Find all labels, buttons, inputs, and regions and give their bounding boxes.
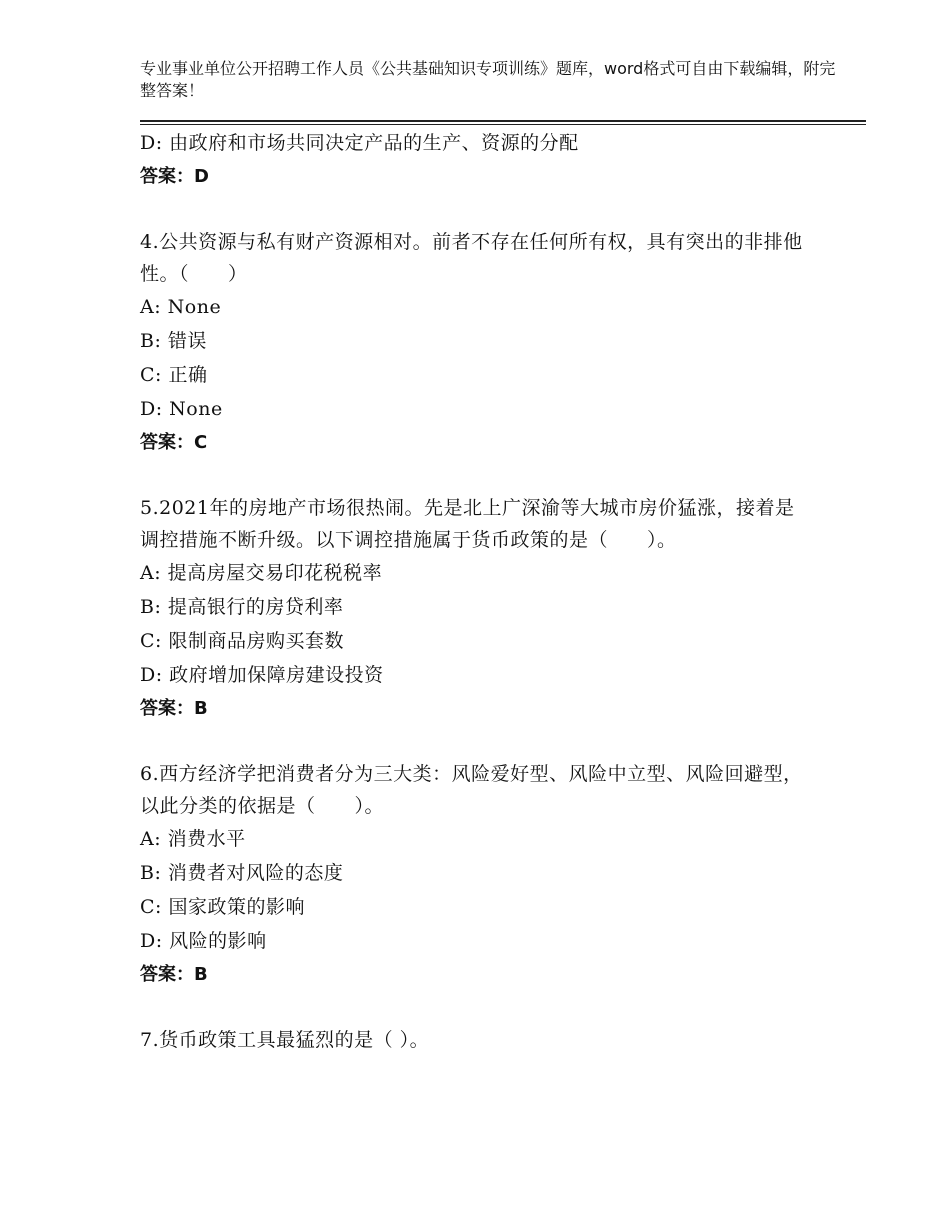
option-a: A: 消费水平 (140, 828, 246, 850)
option-d: D: None (140, 398, 223, 420)
question-text: 6.西方经济学把消费者分为三大类：风险爱好型、风险中立型、风险回避型，以此分类的依据是（ ）。 (140, 763, 803, 817)
option-c: C: 国家政策的影响 (140, 896, 305, 918)
answer-line: 答案：C (140, 432, 208, 453)
question-text: 5.2021年的房地产市场很热闹。先是北上广深渝等大城市房价猛涨，接着是调控措施不断升级。以下调控措施属于货币政策的是（ ）。 (140, 497, 795, 551)
option-d: D: 风险的影响 (140, 930, 267, 952)
option-c: C: 正确 (140, 364, 208, 386)
header-rule-thick (140, 120, 866, 122)
option-b: B: 错误 (140, 330, 207, 352)
question-text: 4.公共资源与私有财产资源相对。前者不存在任何所有权，具有突出的非排他性。（ ） (140, 231, 803, 285)
option-a: A: None (140, 296, 222, 318)
header-rule-thin (140, 124, 866, 125)
question-text: 7.货币政策工具最猛烈的是（ ）。 (140, 1029, 430, 1051)
option-a: A: 提高房屋交易印花税税率 (140, 562, 383, 584)
option-b: B: 提高银行的房贷利率 (140, 596, 344, 618)
answer-line: 答案：B (140, 698, 208, 719)
answer-line: 答案：D (140, 166, 209, 187)
option-d: D: 政府增加保障房建设投资 (140, 664, 384, 686)
page-header: 专业事业单位公开招聘工作人员《公共基础知识专项训练》题库，word格式可自由下载编辑，附完整答案！ (140, 59, 836, 100)
option-d: D: 由政府和市场共同决定产品的生产、资源的分配 (140, 132, 579, 154)
option-b: B: 消费者对风险的态度 (140, 862, 344, 884)
answer-line: 答案：B (140, 964, 208, 985)
question-content (140, 126, 866, 1056)
option-c: C: 限制商品房购买套数 (140, 630, 344, 652)
